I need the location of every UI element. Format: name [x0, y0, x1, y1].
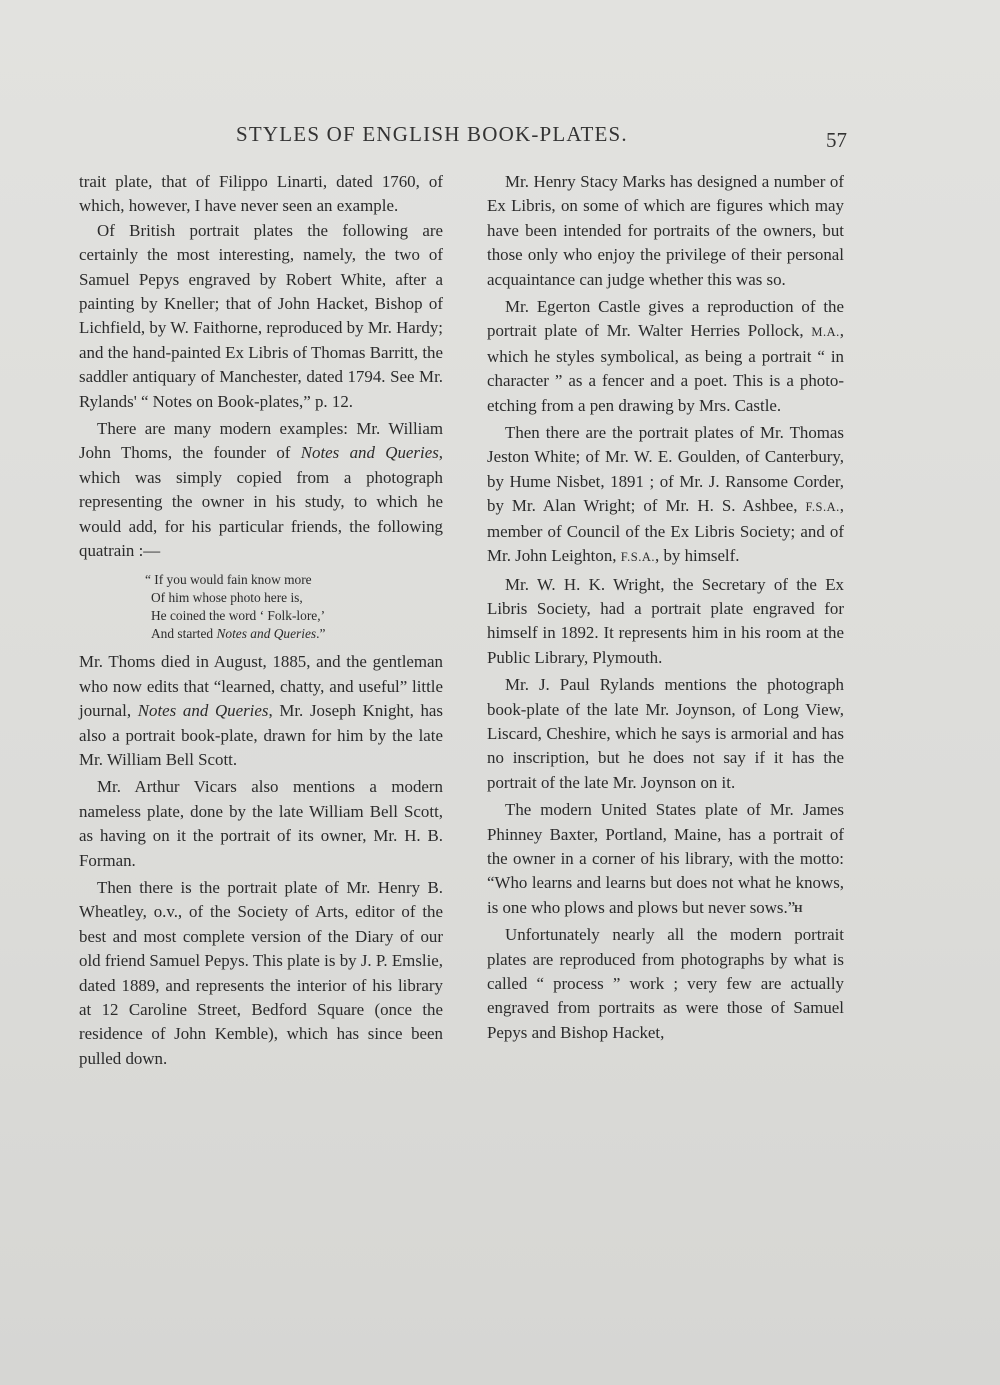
text-run: , member of Council of the Ex Libris Society; and of Mr. John Leighton,	[487, 496, 844, 566]
italic-title: Notes and Queries	[137, 701, 269, 721]
quatrain-line: He coined the word ‘ Folk-lore,’	[151, 607, 326, 623]
paragraph	[79, 650, 443, 772]
left-column	[79, 170, 443, 1071]
signature-mark: H	[794, 903, 803, 915]
small-caps: F.S.A.	[805, 500, 840, 515]
running-head: STYLES OF ENGLISH BOOK-PLATES.	[236, 122, 628, 146]
right-column	[487, 170, 844, 1045]
paragraph	[487, 295, 844, 418]
quatrain-line	[145, 625, 443, 643]
paragraph: Then there is the portrait plate of Mr. Henry B. Wheatley, o.v., of the Society of Arts, editor of the best and most complete version of the Diary of our old friend Samuel Pepys. This plate is by J. P. Emslie, dated 1889, and represents the interior of his library at 12 Caroline Street, Bedford Square (once the residence of John Kemble), which has since been pulled down.	[79, 877, 443, 1068]
text-run: Mr. Egerton Castle gives a reproduction of the portrait plate of Mr. Walter Herries Pollock,	[487, 297, 844, 341]
paragraph	[79, 417, 443, 563]
paragraph: trait plate, that of Filippo Linarti, dated 1760, of which, however, I have never seen an example.	[79, 172, 443, 216]
paragraph: Mr. Arthur Vicars also mentions a modern nameless plate, done by the late William Bell Scott, as having on it the portrait of its owner, Mr. H. B. Forman.	[79, 777, 443, 870]
text-run: Mr. Thoms died in August, 1885, and the gentleman who now edits that “learned, chatty, and useful” little journal,	[79, 652, 443, 721]
text-run: , Mr. Joseph Knight, has also a portrait book-plate, drawn for him by the late Mr. William Bell Scott.	[79, 701, 443, 769]
small-caps: M.A.	[811, 325, 840, 340]
quatrain	[145, 571, 443, 644]
text-run: .”	[316, 626, 326, 642]
quatrain-line: “ If you would fain know more	[145, 571, 312, 587]
text-run: , which he styles symbolical, as being a portrait “ in character ” as a fencer and a poet. This is a photo-etching from a pen drawing by Mrs. Castle.	[487, 321, 844, 415]
paragraph: Mr. J. Paul Rylands mentions the photograph book-plate of the late Mr. Joynson, of Long View, Liscard, Cheshire, which he says is armorial and has no inscription, but he does not say if it has the portrait of the late Mr. Joynson on it.	[487, 675, 844, 792]
italic-title: Notes and Queries	[216, 626, 317, 642]
paragraph: The modern United States plate of Mr. James Phinney Baxter, Portland, Maine, has a portrait of the owner in a corner of his library, with the motto: “Who learns and learns but does not what he knows, is one who plows and plows but never sows.”	[487, 800, 844, 917]
text-run: Then there are the portrait plates of Mr. Thomas Jeston White; of Mr. W. E. Goulden, of Canterbury, by Hume Nisbet, 1891 ; of Mr. J. Ransome Corder, by Mr. Alan Wright; of Mr. H. S. Ashbee,	[487, 423, 844, 516]
small-caps: F.S.A.	[620, 550, 656, 565]
paragraph: Unfortunately nearly all the modern portrait plates are reproduced from photographs by what is called “ process ” work ; very few are actually engraved from portraits as were those of Samuel Pepys and Bishop Hacket,	[487, 925, 844, 1042]
italic-title: Notes and Queries	[300, 443, 439, 463]
paragraph: Of British portrait plates the following are certainly the most interesting, namely, the two of Samuel Pepys engraved by Robert White, after a painting by Kneller; that of John Hacket, Bishop of Lichfield, by W. Faithorne, reproduced by Mr. Hardy; and the hand-painted Ex Libris of Thomas Barritt, the saddler antiquary of Manchester, dated 1794. See Mr. Rylands' “ Notes on Book-plates,” p. 12.	[79, 220, 443, 411]
page-number: 57	[826, 128, 847, 152]
paragraph: Mr. Henry Stacy Marks has designed a number of Ex Libris, on some of which are figures which may have been intended for portraits of the owners, but those only who enjoy the privilege of their personal acquaintance can judge whether this was so.	[487, 172, 844, 289]
text-run: There are many modern examples: Mr. William John Thoms, the founder of	[79, 419, 443, 463]
text-run: And started	[151, 626, 217, 642]
text-run: , which was simply copied from a photograph representing the owner in his study, to which he would add, for his particular friends, the following quatrain :—	[79, 443, 443, 561]
paragraph	[487, 421, 844, 569]
text-run: , by himself.	[655, 546, 740, 566]
quatrain-line: Of him whose photo here is,	[151, 589, 303, 605]
paragraph: Mr. W. H. K. Wright, the Secretary of the Ex Libris Society, had a portrait plate engraved for himself in 1892. It represents him in his room at the Public Library, Plymouth.	[487, 574, 844, 667]
